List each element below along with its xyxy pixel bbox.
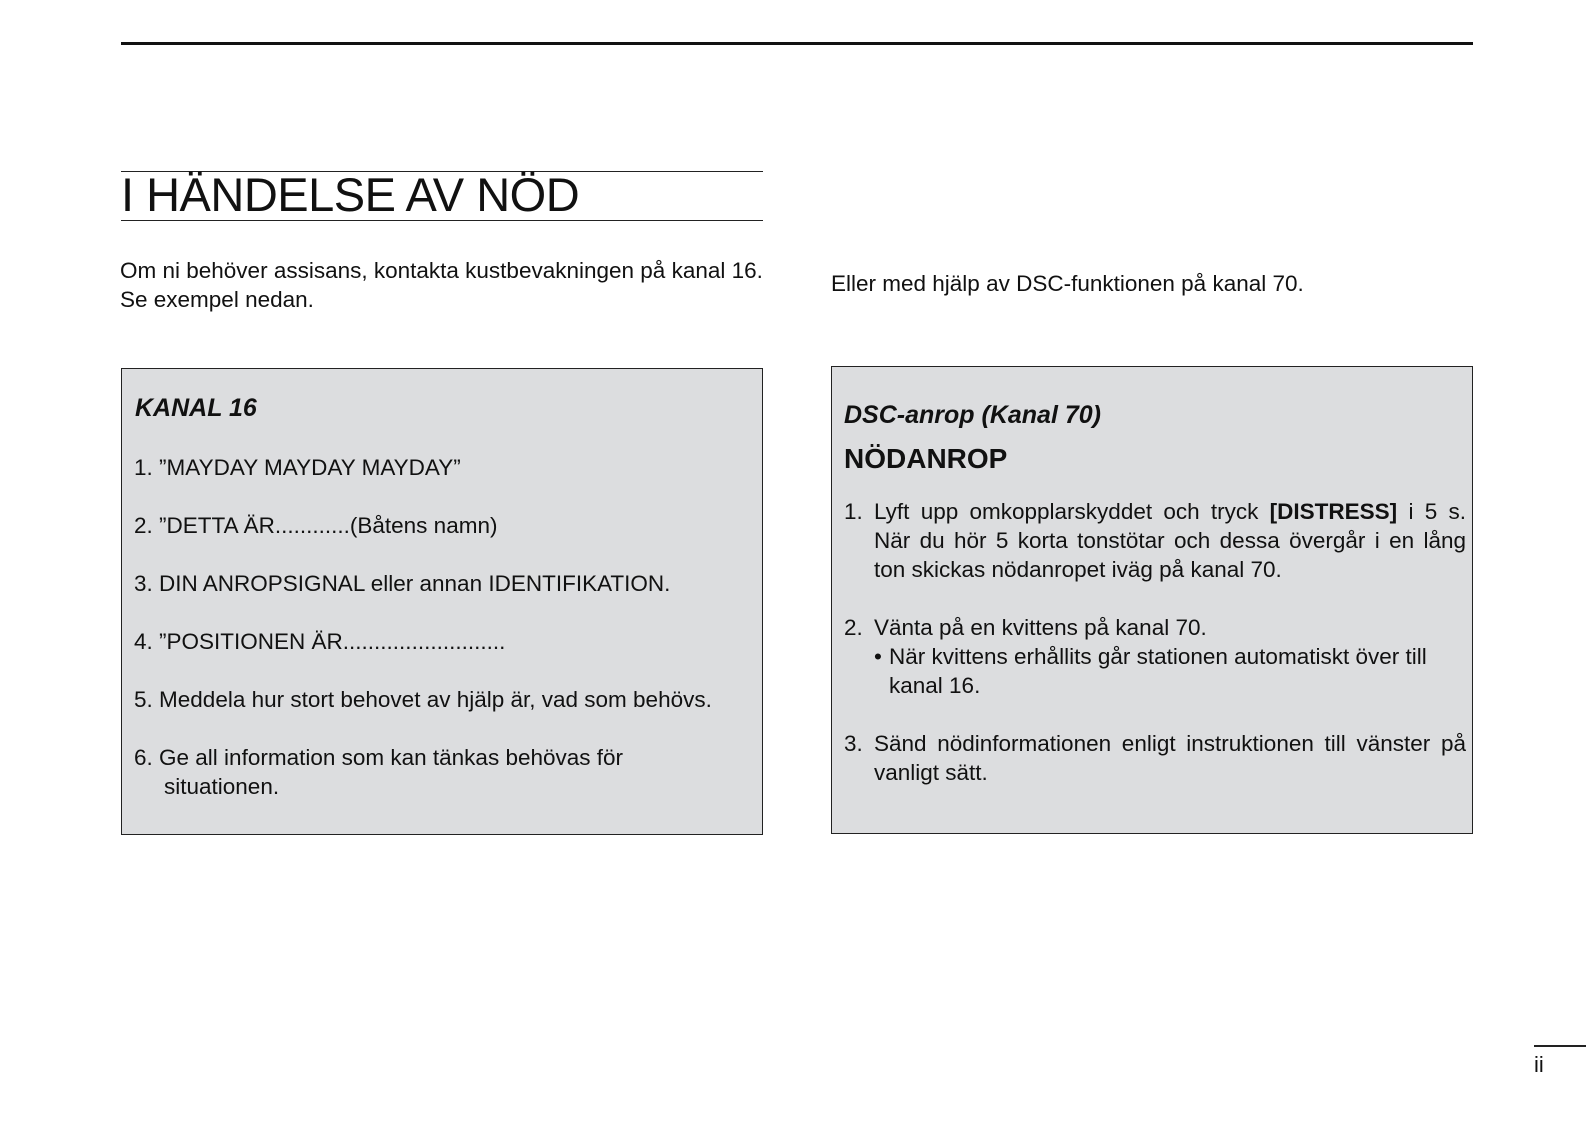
intro-left-text: Om ni behöver assisans, kontakta kustbevakningen på kanal 16. Se exempel nedan. xyxy=(120,258,763,312)
title-block xyxy=(121,168,763,221)
item-text: ”MAYDAY MAYDAY MAYDAY” xyxy=(159,455,461,480)
item-text: Sänd nödinformationen enligt instruktionen till vänster på vanligt sätt. xyxy=(874,731,1466,785)
item-number: 2. xyxy=(134,513,153,538)
item-number: 2. xyxy=(844,615,863,640)
item-text: ”DETTA ÄR............(Båtens namn) xyxy=(159,513,498,538)
list-item xyxy=(134,627,756,656)
list-item xyxy=(844,729,1466,787)
item-text: Vänta på en kvittens på kanal 70. xyxy=(874,615,1207,640)
bullet-icon: • xyxy=(874,644,882,669)
item-continuation: situationen. xyxy=(164,774,280,799)
item-number: 4. xyxy=(134,629,153,654)
top-rule xyxy=(121,42,1473,45)
item-body xyxy=(874,613,1466,700)
sub-bullet xyxy=(874,642,1466,700)
item-text: Meddela hur stort behovet av hjälp är, vad som behövs. xyxy=(159,687,712,712)
item-text: Ge all information som kan tänkas behövas för xyxy=(159,745,624,770)
bullet-text: När kvittens erhållits går stationen automatiskt över till kanal 16. xyxy=(889,644,1427,698)
page-number: ii xyxy=(1534,1052,1544,1077)
list-item xyxy=(134,511,756,540)
page-number-rule xyxy=(1534,1045,1586,1047)
item-text xyxy=(874,497,1466,584)
item-number: 6. xyxy=(134,745,153,770)
dsc-subheading: NÖDANROP xyxy=(844,443,1008,474)
item-number: 3. xyxy=(844,731,863,756)
list-item xyxy=(134,569,756,598)
intro-right-text: Eller med hjälp av DSC-funktionen på kanal 70. xyxy=(831,271,1304,296)
distress-key-label: [DISTRESS] xyxy=(1269,499,1398,524)
list-item xyxy=(134,453,756,482)
item-text-after: i 5 s. När du hör 5 korta tonstötar och dessa övergår i en lång ton skickas nödanropet iväg på kanal 70. xyxy=(874,499,1466,582)
kanal16-list xyxy=(134,453,756,830)
list-item xyxy=(844,613,1466,700)
dsc-heading: DSC-anrop (Kanal 70) xyxy=(844,401,1101,429)
item-number: 1. xyxy=(844,499,863,524)
item-text-before: Lyft upp omkopplarskyddet och tryck xyxy=(874,499,1270,524)
list-item xyxy=(844,497,1466,584)
dsc-box xyxy=(831,366,1473,834)
page-title: I HÄNDELSE AV NÖD xyxy=(121,168,580,221)
kanal16-heading: KANAL 16 xyxy=(135,394,257,422)
item-text: DIN ANROPSIGNAL eller annan IDENTIFIKATION. xyxy=(159,571,671,596)
kanal16-box xyxy=(121,368,763,835)
list-item xyxy=(134,743,756,801)
dsc-list xyxy=(844,497,1466,816)
list-item xyxy=(134,685,756,714)
item-text: ”POSITIONEN ÄR.......................... xyxy=(159,629,506,654)
item-number: 3. xyxy=(134,571,153,596)
item-number: 5. xyxy=(134,687,153,712)
item-number: 1. xyxy=(134,455,153,480)
